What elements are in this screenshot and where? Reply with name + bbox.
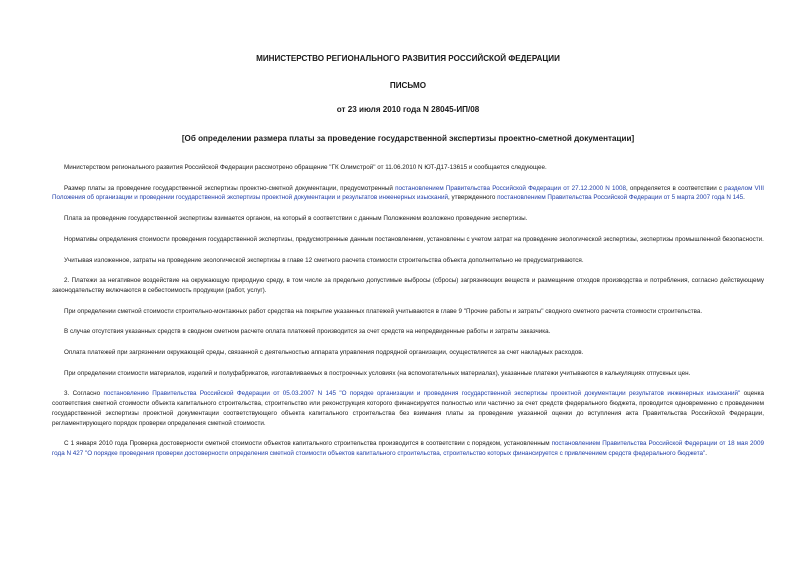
document-type: ПИСЬМО [389,81,427,90]
paragraph-11 [52,389,764,428]
paragraph-1: Министерством регионального развития Российской Федерации рассмотрено обращение "ГК Олимстрой" от 11.06.2010 N ЮТ-Д17-13615 и сообщается следующее. [64,164,547,171]
paragraph-5: Учитывая изложенное, затраты на проведение экологической экспертизы в главе 12 сметного расчета стоимости строительства объекта дополнительно не предусматриваются. [64,256,584,264]
link-section-viii-regulation[interactable]: разделом VIII Положения об организации и проведении государственной экспертизы проектной документации и результатов инженерных изысканий [52,184,764,202]
paragraph-12-text: . [705,449,708,457]
paragraph-2-text: , определяется в соответствии с [625,184,725,192]
paragraph-9: Оплата платежей при загрязнении окружающей среды, связанной с деятельностью аппарата управления подрядной организации, осуществляется за счет накладных расходов. [64,349,584,357]
document-page [52,54,764,470]
ministry-heading: МИНИСТЕРСТВО РЕГИОНАЛЬНОГО РАЗВИТИЯ РОССИЙСКОЙ ФЕДЕРАЦИИ [256,54,560,63]
paragraph-2-text: . [743,194,745,202]
document-date-number: от 23 июля 2010 года N 28045-ИП/08 [336,105,480,114]
link-decree-145[interactable]: постановлением Правительства Российской Федерации от 5 марта 2007 года N 145 [497,194,744,202]
paragraph-10: При определении стоимости материалов, изделий и полуфабрикатов, изготавливаемых в построечных условиях (на вспомогательных материалах), указанные платежи учитываются в калькуляциях отпускных цен. [64,369,691,377]
paragraph-3: Плата за проведение государственной экспертизы взимается органом, на который в соответствии с данным Положением возложено проведение экспертизы. [64,215,528,223]
link-decree-427[interactable]: постановлением Правительства Российской Федерации от 18 мая 2009 года N 427 "О порядке проведения проверки достоверности определения сметной стоимости объектов капитального строительства, строительство которых финансируется с привлечением средств федерального бюджета" [52,440,764,457]
link-decree-145-expertise[interactable]: постановлению Правительства Российской Федерации от 05.03.2007 N 145 "О порядке организации и проведения государственной экспертизы проектной документации результатов инженерных изысканий" [103,390,741,398]
paragraph-2-text: , утвержденного [448,194,498,202]
paragraph-12 [52,439,764,458]
document-body [52,163,764,459]
paragraph-2-text: Размер платы за проведение государственной экспертизы проектно-сметной документации, предусмотренный [64,184,396,192]
paragraph-12-text: С 1 января 2010 года Проверка достоверности сметной стоимости объектов капитального строительства производится в соответствии с порядком, установленным [64,440,552,448]
paragraph-8: В случае отсутствия указанных средств в сводном сметном расчете оплата платежей производится за счет средств на непредвиденные работы и затраты заказчика. [64,328,551,336]
paragraph-11-text: оценка соответствия сметной стоимости объекта капитального строительства, строительство или реконструкция которого финансируется полностью или частично за счет средств федерального бюджета, проводится одновременно с проведением государственной экспертизы проектной документации соответствующего объекта капитального строительства без взимания платы за проведение указанной оценки до вступления акта Правительства Российской Федерации, регламентирующего порядок проверки определения сметной стоимости. [52,390,764,427]
document-title: [Об определении размера платы за проведение государственной экспертизы проектно-сметной документации] [181,134,635,143]
paragraph-2 [52,184,764,203]
paragraph-4: Нормативы определения стоимости проведения государственной экспертизы, предусмотренные данным постановлением, установлены с учетом затрат на проведение экологической экспертизы, экспертизы промышленной безопасности. [64,235,764,243]
paragraph-11-text: 3. Согласно [64,390,104,398]
link-decree-1008[interactable]: постановлением Правительства Российской Федерации от 27.12.2000 N 1008 [395,184,626,192]
paragraph-6: 2. Платежи за негативное воздействие на окружающую природную среду, в том числе за предельно допустимые выбросы (сбросы) загрязняющих веществ и размещение отходов производства и потребления, согласно действующему законодательству включаются в себестоимость продукции (работ, услуг). [52,277,764,294]
paragraph-7: При определении сметной стоимости строительно-монтажных работ средства на покрытие указанных платежей учитываются в главе 9 "Прочие работы и затраты" сводного сметного расчета стоимости строительства. [64,307,703,315]
